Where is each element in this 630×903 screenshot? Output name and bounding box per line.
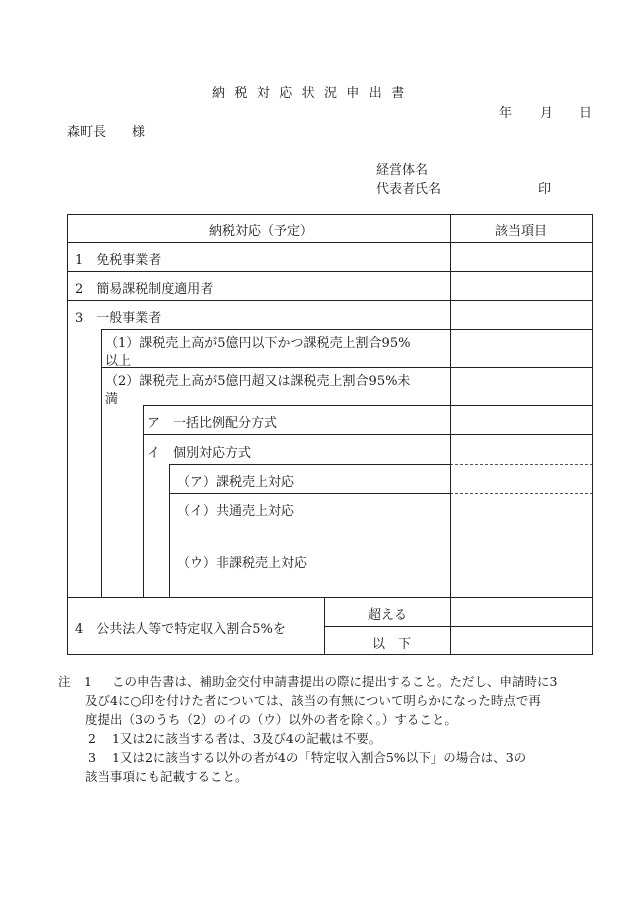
check-cell-row3[interactable] [451, 301, 592, 328]
note-3-line2: 該当事項にも記載すること。 [85, 769, 248, 784]
table-border-left [67, 214, 68, 655]
note-2-number: 2 [88, 731, 96, 746]
row-tax-exempt: 1 免税事業者 [75, 253, 162, 268]
row-individual-method: イ 個別対応方式 [147, 446, 252, 461]
notes-label: 注 [58, 674, 71, 689]
row4-divider [324, 597, 325, 654]
check-cell-row-i[interactable] [451, 435, 592, 463]
note-3-line1: 1又は2に該当する以外の者が4の「特定収入割合5%以下」の場合は、3の [112, 750, 527, 765]
check-cell-row3-1[interactable] [451, 330, 592, 366]
table-border-top [67, 214, 593, 215]
indent-line [143, 405, 144, 597]
note-1-number: 1 [84, 674, 92, 689]
indent-line [169, 464, 170, 597]
note-2-line1: 1又は2に該当する者は、3及び4の記載は不要。 [112, 731, 382, 746]
row-divider [169, 464, 450, 465]
note-1-line1: この申告書は、補助金交付申請書提出の際に提出すること。ただし、申請時に3 [112, 674, 558, 689]
note-3-number: 3 [88, 750, 96, 765]
date-year: 年 [499, 106, 513, 121]
row-3-1-line2: 以上 [105, 354, 132, 369]
indent-line [101, 329, 102, 597]
row4-under-option: 以 下 [372, 637, 412, 652]
business-name-label: 経営体名 [376, 163, 429, 178]
check-cell-row3-2[interactable] [451, 368, 592, 404]
check-cell-row-i-b[interactable] [451, 494, 592, 521]
tax-status-table [67, 214, 593, 655]
row-3-2-line1: （2）課税売上高が5億円超又は課税売上割合95%未 [105, 374, 411, 389]
table-border-right [592, 214, 593, 655]
date-day: 日 [579, 106, 593, 121]
check-cell-row-i-c[interactable] [451, 522, 592, 596]
check-cell-row-i-a[interactable] [451, 465, 592, 492]
row-public-corporation: 4 公共法人等で特定収入割合5%を [75, 622, 286, 637]
row-taxable-sales: （ア）課税売上対応 [177, 475, 295, 490]
check-cell-row2[interactable] [451, 272, 592, 299]
row4-over-option: 超える [368, 608, 408, 623]
column-header-tax: 納税対応（予定） [209, 224, 314, 239]
row-common-sales: （イ）共通売上対応 [177, 504, 295, 519]
check-cell-row4-under[interactable] [451, 627, 592, 653]
note-1-line2: 及び4に○印を付けた者については、該当の有無について明らかになった時点で再 [85, 693, 541, 708]
representative-label: 代表者氏名 [376, 182, 442, 197]
note-1-line3: 度提出（3のうち（2）のイの（ウ）以外の者を除く。）すること。 [85, 712, 457, 727]
check-cell-row4-over[interactable] [451, 598, 592, 625]
row-simplified-tax: 2 簡易課税制度適用者 [75, 282, 214, 297]
row-3-1-line1: （1）課税売上高が5億円以下かつ課税売上割合95% [105, 336, 411, 351]
addressee: 森町長 様 [67, 125, 146, 140]
column-header-check: 該当項目 [495, 224, 548, 239]
seal-mark: 印 [538, 182, 552, 197]
table-border-bottom [67, 654, 593, 655]
check-cell-row1[interactable] [451, 243, 592, 270]
row-nontaxable-sales: （ウ）非課税売上対応 [177, 556, 308, 571]
document-title: 納税対応状況申出書 [212, 86, 414, 101]
check-cell-row-a[interactable] [451, 406, 592, 433]
row-general-business: 3 一般事業者 [75, 311, 162, 326]
row-lump-sum-method: ア 一括比例配分方式 [147, 416, 278, 431]
date-month: 月 [540, 106, 554, 121]
row-divider [169, 493, 450, 494]
row-3-2-line2: 満 [105, 392, 119, 407]
